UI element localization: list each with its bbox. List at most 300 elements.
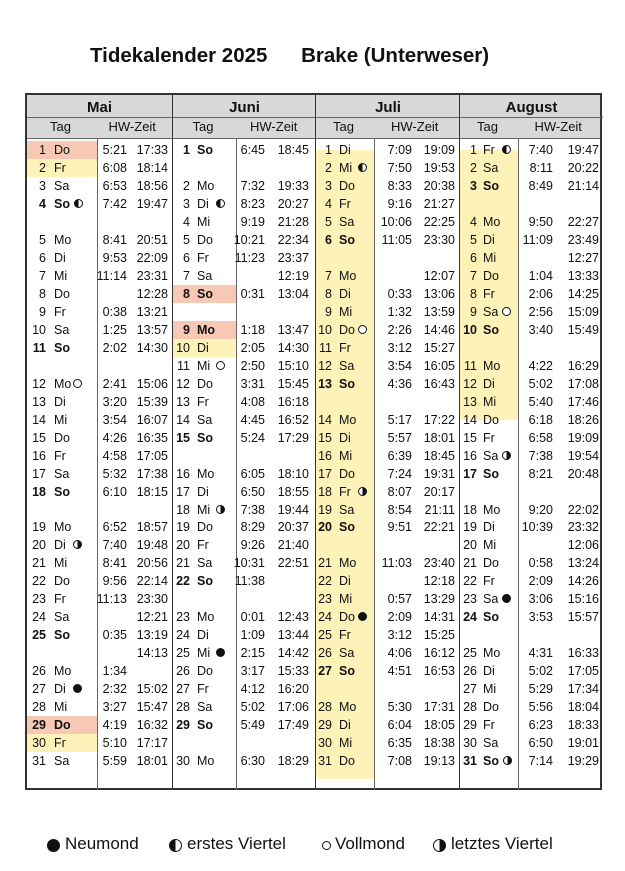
weekday: Sa (339, 215, 355, 229)
weekday: Do (483, 413, 499, 427)
weekday: Fr (483, 143, 495, 157)
weekday: So (339, 664, 355, 678)
weekday: So (54, 197, 70, 211)
weekday: Sa (483, 305, 499, 319)
hw-time-2: 23:32 (567, 520, 599, 534)
hw-time-2: 21:27 (423, 197, 455, 211)
hw-time-2: 19:47 (567, 143, 599, 157)
hw-time-2: 17:49 (277, 718, 309, 732)
day-row (173, 554, 316, 572)
day-row (173, 213, 316, 231)
last-quarter-icon (433, 839, 446, 852)
day-row (27, 285, 172, 303)
hw-time-2: 23:49 (567, 233, 599, 247)
hw-time-1: 8:21 (528, 467, 553, 481)
day-row (316, 321, 460, 339)
day-number: 21 (176, 556, 190, 570)
hw-time-2: 16:43 (423, 377, 455, 391)
day-row (316, 429, 460, 447)
full-moon-icon (216, 361, 225, 370)
weekday: Sa (339, 359, 355, 373)
weekday: So (197, 574, 213, 588)
day-number: 29 (463, 718, 477, 732)
full-moon-icon (322, 841, 331, 850)
last-quarter-icon (216, 505, 225, 514)
day-number: 14 (32, 413, 46, 427)
weekday: Mi (483, 395, 497, 409)
hw-time-2: 12:43 (277, 610, 309, 624)
hw-time-1: 7:08 (387, 754, 412, 768)
weekday: Fr (54, 736, 66, 750)
day-row (173, 429, 316, 447)
weekday: Sa (483, 161, 499, 175)
hw-time-1: 7:40 (528, 143, 553, 157)
weekday: Mo (197, 179, 215, 193)
day-number: 2 (183, 179, 190, 193)
weekday: So (483, 754, 499, 768)
weekday: Fr (339, 197, 351, 211)
weekday: Mo (483, 503, 501, 517)
hw-time-2: 23:40 (423, 556, 455, 570)
full-moon-icon (73, 379, 82, 388)
hw-time-2: 21:14 (567, 179, 599, 193)
day-number: 4 (325, 197, 332, 211)
day-row (173, 177, 316, 195)
hw-time-2: 20:38 (423, 179, 455, 193)
hw-time-1: 1:18 (240, 323, 265, 337)
hw-time-1: 8:11 (529, 161, 553, 175)
day-row (460, 285, 603, 303)
day-number: 14 (463, 413, 477, 427)
hw-time-1: 3:12 (387, 628, 412, 642)
hw-time-1: 6:30 (240, 754, 265, 768)
day-row (316, 644, 460, 662)
day-row (316, 608, 460, 626)
day-row (27, 734, 172, 752)
hw-time-1: 10:06 (380, 215, 412, 229)
hw-time-2: 22:25 (423, 215, 455, 229)
weekday: Mi (339, 736, 353, 750)
day-number: 22 (32, 574, 46, 588)
day-number: 16 (463, 449, 477, 463)
day-number: 10 (32, 323, 46, 337)
day-row (27, 321, 172, 339)
hw-time-1: 0:35 (102, 628, 127, 642)
day-row (27, 375, 172, 393)
day-row (173, 698, 316, 716)
day-row (460, 644, 603, 662)
hw-time-2: 15:57 (567, 610, 599, 624)
day-number: 29 (32, 718, 46, 732)
month-column (172, 95, 316, 790)
day-row (27, 429, 172, 447)
day-number: 1 (183, 143, 190, 157)
weekday: Di (339, 143, 351, 157)
weekday: Do (339, 179, 355, 193)
day-number: 23 (463, 592, 477, 606)
weekday: Mo (339, 556, 357, 570)
day-number: 17 (32, 467, 46, 481)
hw-time-2: 17:05 (136, 449, 168, 463)
weekday: Fr (54, 305, 66, 319)
hw-time-1: 8:07 (387, 485, 412, 499)
hw-time-1: 5:10 (102, 736, 127, 750)
day-row (316, 501, 460, 519)
day-number: 7 (39, 269, 46, 283)
weekday: Di (54, 395, 66, 409)
day-row (460, 411, 603, 429)
hw-time-1: 4:08 (240, 395, 265, 409)
weekday: Mo (54, 233, 72, 247)
day-row (27, 752, 172, 770)
day-number: 2 (470, 161, 477, 175)
hw-time-1: 7:50 (387, 161, 412, 175)
hw-time-1: 3:53 (528, 610, 553, 624)
hw-time-2: 13:24 (567, 556, 599, 570)
day-row (27, 518, 172, 536)
last-quarter-icon (73, 540, 82, 549)
day-row (173, 536, 316, 554)
day-number: 12 (463, 377, 477, 391)
day-row (316, 465, 460, 483)
hw-time-1: 4:19 (102, 718, 127, 732)
hw-time-2: 16:53 (423, 664, 455, 678)
day-number: 10 (176, 341, 190, 355)
day-row (460, 231, 603, 249)
day-row (460, 590, 603, 608)
hw-time-2: 13:29 (423, 592, 455, 606)
weekday: Fr (483, 431, 495, 445)
hw-time-1: 6:23 (528, 718, 553, 732)
hw-time-2: 16:35 (136, 431, 168, 445)
hw-time-2: 12:28 (136, 287, 168, 301)
hw-time-1: 6:04 (387, 718, 412, 732)
weekday: Mi (54, 413, 68, 427)
hw-time-1: 11:38 (234, 574, 265, 588)
weekday: Sa (54, 467, 70, 481)
day-number: 8 (470, 287, 477, 301)
day-row (460, 429, 603, 447)
hw-time-2: 12:06 (567, 538, 599, 552)
weekday: So (339, 520, 355, 534)
hw-time-2: 16:20 (277, 682, 309, 696)
day-number: 28 (32, 700, 46, 714)
hw-time-1: 2:02 (102, 341, 127, 355)
hw-time-2: 17:08 (567, 377, 599, 391)
hw-time-1: 1:25 (102, 323, 127, 337)
weekday: Fr (483, 287, 495, 301)
column-header-tag: Tag (477, 119, 498, 134)
day-number: 25 (318, 628, 332, 642)
hw-time-1: 8:41 (102, 233, 127, 247)
weekday: So (197, 143, 213, 157)
weekday: So (483, 323, 499, 337)
day-row (460, 249, 603, 267)
day-row (316, 626, 460, 644)
day-row (316, 285, 460, 303)
column-header-hw-zeit: HW-Zeit (250, 119, 298, 134)
hw-time-1: 8:49 (528, 179, 553, 193)
day-number: 25 (463, 646, 477, 660)
hw-time-1: 1:34 (102, 664, 127, 678)
hw-time-2: 18:55 (277, 485, 309, 499)
day-number: 11 (319, 341, 332, 355)
hw-time-2: 13:33 (567, 269, 599, 283)
hw-time-2: 19:31 (423, 467, 455, 481)
weekday: Mi (197, 215, 211, 229)
day-number: 5 (325, 215, 332, 229)
day-row (173, 231, 316, 249)
day-number: 7 (325, 269, 332, 283)
day-row (460, 698, 603, 716)
day-row (460, 572, 603, 590)
hw-time-2: 13:59 (423, 305, 455, 319)
hw-time-1: 2:41 (102, 377, 127, 391)
hw-time-1: 6:10 (102, 485, 127, 499)
hw-time-1: 2:09 (528, 574, 553, 588)
weekday: Mi (483, 251, 497, 265)
day-row (173, 501, 316, 519)
hw-time-1: 5:56 (528, 700, 553, 714)
day-number: 3 (470, 179, 477, 193)
weekday: Mo (54, 520, 72, 534)
day-row (460, 554, 603, 572)
weekday: Mo (339, 700, 357, 714)
hw-time-1: 6:58 (528, 431, 553, 445)
weekday: Fr (483, 718, 495, 732)
day-number: 20 (32, 538, 46, 552)
hw-time-1: 6:05 (240, 467, 265, 481)
weekday: So (197, 431, 213, 445)
weekday: Do (339, 610, 355, 624)
weekday: Sa (54, 754, 70, 768)
day-number: 11 (464, 359, 477, 373)
hw-time-1: 0:01 (240, 610, 265, 624)
day-row (460, 734, 603, 752)
weekday: Do (197, 377, 213, 391)
place-name: Brake (Unterweser) (301, 44, 490, 67)
month-column (315, 95, 460, 790)
day-row (27, 626, 172, 644)
weekday: Di (339, 431, 351, 445)
hw-time-1: 5:02 (528, 664, 553, 678)
hw-time-1: 9:51 (387, 520, 412, 534)
day-row (316, 213, 460, 231)
day-row (316, 483, 460, 501)
day-row (316, 231, 460, 249)
hw-time-1: 1:32 (387, 305, 412, 319)
weekday: Di (483, 520, 495, 534)
hw-time-2: 19:29 (567, 754, 599, 768)
hw-time-2: 14:30 (277, 341, 309, 355)
day-row (460, 662, 603, 680)
day-number: 16 (32, 449, 46, 463)
day-number: 20 (176, 538, 190, 552)
divider (316, 117, 460, 118)
day-row (316, 339, 460, 357)
hw-time-2: 15:47 (136, 700, 168, 714)
weekday: Mo (197, 467, 215, 481)
hw-time-2: 13:06 (423, 287, 455, 301)
day-row (316, 303, 460, 321)
first-quarter-icon (216, 199, 225, 208)
last-quarter-icon (358, 487, 367, 496)
hw-time-1: 5:24 (240, 431, 265, 445)
day-number: 15 (318, 431, 332, 445)
hw-time-1: 9:50 (528, 215, 553, 229)
hw-time-1: 10:21 (233, 233, 265, 247)
day-row (27, 662, 172, 680)
day-number: 24 (318, 610, 332, 624)
day-row (173, 141, 316, 159)
day-row (27, 590, 172, 608)
hw-time-1: 8:29 (240, 520, 265, 534)
hw-time-2: 14:46 (423, 323, 455, 337)
day-row (173, 465, 316, 483)
month-column (459, 95, 603, 790)
weekday: Sa (483, 449, 499, 463)
first-quarter-icon (169, 839, 182, 852)
hw-time-1: 8:33 (387, 179, 412, 193)
hw-time-1: 6:45 (240, 143, 265, 157)
weekday: Sa (197, 700, 213, 714)
day-number: 31 (32, 754, 46, 768)
day-row (460, 501, 603, 519)
hw-time-1: 2:06 (528, 287, 553, 301)
hw-time-1: 6:08 (102, 161, 127, 175)
weekday: Di (197, 197, 209, 211)
hw-time-1: 5:02 (240, 700, 265, 714)
hw-time-2: 15:45 (277, 377, 309, 391)
hw-time-2: 15:10 (277, 359, 309, 373)
weekday: Fr (54, 161, 66, 175)
day-row (27, 447, 172, 465)
hw-time-1: 0:58 (528, 556, 553, 570)
hw-time-1: 5:57 (387, 431, 412, 445)
weekday: Sa (197, 269, 213, 283)
hw-time-2: 18:33 (567, 718, 599, 732)
day-number: 10 (318, 323, 332, 337)
weekday: Di (54, 538, 66, 552)
new-moon-icon (358, 612, 367, 621)
hw-time-2: 21:40 (277, 538, 309, 552)
day-row (173, 752, 316, 770)
day-number: 4 (470, 215, 477, 229)
weekday: Fr (197, 251, 209, 265)
day-row (27, 249, 172, 267)
day-row (316, 177, 460, 195)
hw-time-2: 13:57 (136, 323, 168, 337)
weekday: Sa (339, 646, 355, 660)
weekday: Fr (339, 485, 351, 499)
hw-time-1: 2:26 (387, 323, 412, 337)
day-row (173, 644, 316, 662)
hw-time-2: 13:44 (277, 628, 309, 642)
day-row (27, 572, 172, 590)
day-row (316, 590, 460, 608)
day-number: 8 (325, 287, 332, 301)
first-quarter-icon (74, 199, 83, 208)
hw-time-2: 18:04 (567, 700, 599, 714)
hw-time-2: 22:09 (136, 251, 168, 265)
weekday: Fr (197, 538, 209, 552)
hw-time-1: 5:30 (387, 700, 412, 714)
hw-time-2: 13:04 (277, 287, 309, 301)
day-row (460, 465, 603, 483)
hw-time-1: 9:56 (102, 574, 127, 588)
hw-time-1: 9:20 (528, 503, 553, 517)
page-title (90, 44, 550, 68)
hw-time-2: 14:30 (136, 341, 168, 355)
hw-time-1: 4:51 (387, 664, 412, 678)
weekday: Mi (54, 700, 68, 714)
hw-time-2: 16:05 (423, 359, 455, 373)
day-row (460, 141, 603, 159)
hw-time-1: 8:23 (240, 197, 265, 211)
hw-time-1: 3:17 (240, 664, 265, 678)
weekday: Do (54, 718, 71, 732)
day-number: 12 (32, 377, 46, 391)
hw-time-2: 22:02 (567, 503, 599, 517)
hw-time-2: 16:12 (423, 646, 455, 660)
hw-time-1: 2:32 (102, 682, 127, 696)
hw-time-2: 15:16 (567, 592, 599, 606)
day-row (173, 680, 316, 698)
day-row (316, 734, 460, 752)
day-number: 17 (318, 467, 332, 481)
hw-time-2: 16:18 (277, 395, 309, 409)
hw-time-2: 19:13 (423, 754, 455, 768)
day-row (27, 536, 172, 554)
hw-time-2: 15:39 (136, 395, 168, 409)
tide-calendar (25, 93, 602, 790)
day-number: 8 (183, 287, 190, 301)
day-number: 19 (463, 520, 477, 534)
hw-time-2: 19:01 (567, 736, 599, 750)
weekday: Fr (339, 341, 351, 355)
hw-time-1: 7:42 (102, 197, 127, 211)
day-number: 18 (463, 503, 477, 517)
hw-time-1: 7:14 (528, 754, 553, 768)
column-header-tag: Tag (50, 119, 71, 134)
hw-time-2: 18:45 (423, 449, 455, 463)
day-row (27, 411, 172, 429)
hw-time-2: 20:27 (277, 197, 309, 211)
day-number: 17 (176, 485, 190, 499)
hw-time-2: 23:31 (136, 269, 168, 283)
day-row (460, 752, 603, 770)
day-row (460, 716, 603, 734)
hw-time-2: 16:29 (567, 359, 599, 373)
weekday: So (197, 287, 213, 301)
weekday: So (483, 610, 499, 624)
title-text: Tidekalender 2025 (90, 44, 268, 67)
weekday: Sa (197, 556, 213, 570)
day-number: 31 (318, 754, 332, 768)
weekday: Do (483, 556, 499, 570)
month-name: Mai (86, 99, 112, 116)
day-number: 15 (463, 431, 477, 445)
day-row (316, 554, 460, 572)
day-number: 1 (39, 143, 46, 157)
day-number: 18 (32, 485, 46, 499)
weekday: Sa (483, 592, 499, 606)
day-row (27, 608, 172, 626)
hw-time-2: 20:56 (136, 556, 168, 570)
hw-time-2: 15:02 (136, 682, 168, 696)
day-number: 21 (463, 556, 477, 570)
weekday: Fr (197, 682, 209, 696)
